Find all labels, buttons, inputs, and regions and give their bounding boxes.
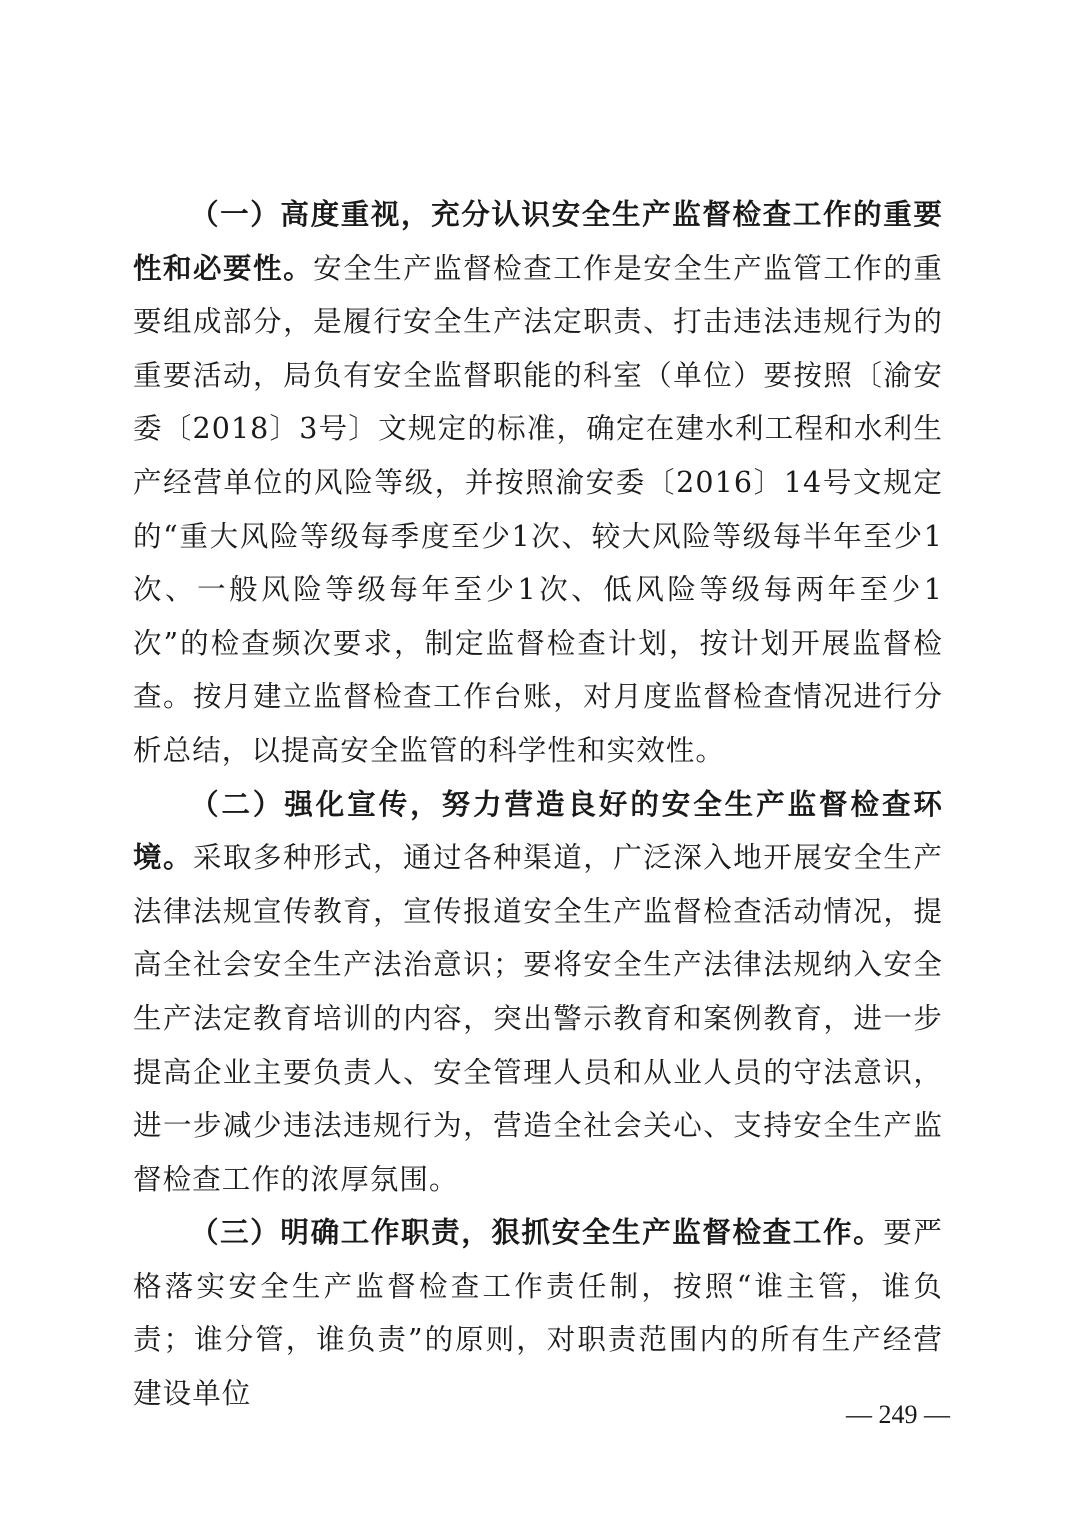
page-number: — 249 — <box>846 1400 950 1429</box>
paragraph-3-heading: （三）明确工作职责，狠抓安全生产监督检查工作。 <box>190 1215 884 1250</box>
paragraph-1-heading: （一）高度重视，充分认识安全生产监督检查工作的重要性和必要性。 <box>133 197 943 285</box>
paragraph-3-body: 要严格落实安全生产监督检查工作责任制，按照“谁主管，谁负责；谁分管，谁负责”的原则，对职责范围内的所有生产经营建设单位 <box>133 1216 943 1411</box>
paragraph-2-heading: （二）强化宣传，努力营造良好的安全生产监督检查环境。 <box>133 786 943 875</box>
document-body <box>133 188 943 1421</box>
paragraph-2-body: 采取多种形式，通过各种渠道，广泛深入地开展安全生产法律法规宣传教育，宣传报道安全生产监督检查活动情况，提高全社会安全生产法治意识；要将安全生产法律法规纳入安全生产法定教育培训的内容，突出警示教育和案例教育，进一步提高企业主要负责人、安全管理人员和从业人员的守法意识，进一步减少违法违规行为，营造全社会关心、支持安全生产监督检查工作的浓厚氛围。 <box>133 841 943 1196</box>
paragraph-1 <box>133 188 943 778</box>
paragraph-2 <box>133 778 943 1207</box>
paragraph-3 <box>133 1206 943 1420</box>
paragraph-1-body: 安全生产监督检查工作是安全生产监管工作的重要组成部分，是履行安全生产法定职责、打击违法违规行为的重要活动，局负有安全监督职能的科室（单位）要按照〔渝安委〔2018〕3号〕文规定的标准，确定在建水利工程和水利生产经营单位的风险等级，并按照渝安委〔2016〕14号文规定的“重大风险等级每季度至少1次、较大风险等级每半年至少1次、一般风险等级每年至少1次、低风险等级每两年至少1次”的检查频次要求，制定监督检查计划，按计划开展监督检查。按月建立监督检查工作台账，对月度监督检查情况进行分析总结，以提高安全监管的科学性和实效性。 <box>133 251 943 767</box>
